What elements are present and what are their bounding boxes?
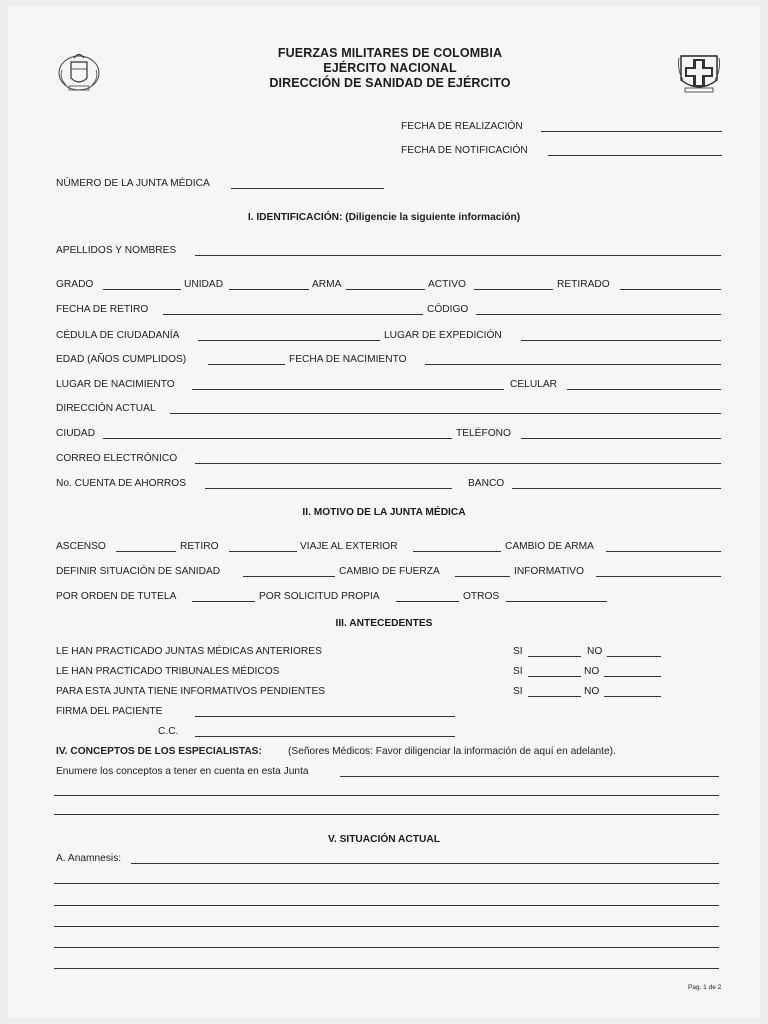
- lugar-expedicion-label: LUGAR DE EXPEDICIÓN: [384, 330, 502, 341]
- telefono-label: TELÉFONO: [456, 428, 511, 439]
- viaje-field[interactable]: [413, 541, 501, 552]
- informativo-label: INFORMATIVO: [514, 566, 584, 577]
- si-label: SI: [513, 666, 523, 677]
- page-number: Pag. 1 de 2: [688, 984, 722, 991]
- fecha-realizacion-field[interactable]: [541, 121, 722, 132]
- lugar-expedicion-field[interactable]: [521, 330, 721, 341]
- edad-label: EDAD (AÑOS CUMPLIDOS): [56, 354, 187, 365]
- no-label: NO: [587, 646, 603, 657]
- apellidos-label: APELLIDOS Y NOMBRES: [56, 245, 177, 256]
- activo-label: ACTIVO: [428, 279, 466, 290]
- cc-label: C.C.: [158, 726, 179, 737]
- cambio-fuerza-label: CAMBIO DE FUERZA: [339, 566, 440, 577]
- ciudad-field[interactable]: [103, 428, 452, 439]
- anamnesis-line-4[interactable]: [54, 916, 719, 927]
- antecedente-informativos-label: PARA ESTA JUNTA TIENE INFORMATIVOS PENDIENTES: [56, 686, 326, 697]
- antecedente-juntas-no-field[interactable]: [607, 646, 661, 657]
- celular-field[interactable]: [567, 379, 721, 390]
- antecedente-tribunales-label: LE HAN PRACTICADO TRIBUNALES MÉDICOS: [56, 666, 280, 677]
- lugar-nacimiento-field[interactable]: [192, 379, 504, 390]
- firma-field[interactable]: [195, 706, 455, 717]
- no-label: NO: [584, 686, 600, 697]
- cc-field[interactable]: [195, 726, 455, 737]
- ascenso-label: ASCENSO: [56, 541, 106, 552]
- fecha-notificacion-field[interactable]: [548, 145, 722, 156]
- edad-field[interactable]: [208, 354, 285, 365]
- definir-field[interactable]: [243, 566, 335, 577]
- anamnesis-line-3[interactable]: [54, 895, 719, 906]
- firma-label: FIRMA DEL PACIENTE: [56, 706, 163, 717]
- fecha-nacimiento-label: FECHA DE NACIMIENTO: [289, 354, 407, 365]
- telefono-field[interactable]: [521, 428, 721, 439]
- antecedente-informativos-no-field[interactable]: [604, 686, 661, 697]
- apellidos-field[interactable]: [195, 245, 721, 256]
- arma-label: ARMA: [312, 279, 342, 290]
- activo-field[interactable]: [474, 279, 553, 290]
- solicitud-field[interactable]: [396, 591, 459, 602]
- section2-title: II. MOTIVO DE LA JUNTA MÉDICA: [302, 507, 466, 518]
- section4-note: (Señores Médicos: Favor diligenciar la información de aquí en adelante).: [288, 746, 616, 757]
- no-label: NO: [584, 666, 600, 677]
- informativo-field[interactable]: [596, 566, 721, 577]
- anamnesis-line-2[interactable]: [54, 873, 719, 884]
- fecha-realizacion-label: FECHA DE REALIZACIÓN: [401, 121, 523, 132]
- header-line2: EJÉRCITO NACIONAL: [323, 61, 457, 75]
- antecedente-tribunales-si-field[interactable]: [528, 666, 581, 677]
- viaje-label: VIAJE AL EXTERIOR: [300, 541, 398, 552]
- correo-field[interactable]: [195, 453, 721, 464]
- cambio-arma-field[interactable]: [606, 541, 721, 552]
- otros-field[interactable]: [506, 591, 607, 602]
- definir-label: DEFINIR SITUACIÓN DE SANIDAD: [56, 566, 221, 577]
- grado-field[interactable]: [103, 279, 181, 290]
- unidad-field[interactable]: [229, 279, 309, 290]
- section3-title: III. ANTECEDENTES: [335, 618, 433, 629]
- tutela-label: POR ORDEN DE TUTELA: [56, 591, 177, 602]
- antecedente-juntas-label: LE HAN PRACTICADO JUNTAS MÉDICAS ANTERIORES: [56, 646, 322, 657]
- direccion-field[interactable]: [170, 403, 721, 414]
- cedula-label: CÉDULA DE CIUDADANÍA: [56, 330, 180, 341]
- celular-label: CELULAR: [510, 379, 557, 390]
- antecedente-tribunales-no-field[interactable]: [604, 666, 661, 677]
- retiro-label: RETIRO: [180, 541, 219, 552]
- conceptos-field[interactable]: [340, 766, 719, 777]
- tutela-field[interactable]: [192, 591, 255, 602]
- si-label: SI: [513, 686, 523, 697]
- section4-title: IV. CONCEPTOS DE LOS ESPECIALISTAS:: [56, 746, 262, 757]
- antecedente-juntas-si-field[interactable]: [528, 646, 581, 657]
- grado-label: GRADO: [56, 279, 94, 290]
- si-label: SI: [513, 646, 523, 657]
- correo-label: CORREO ELECTRÓNICO: [56, 453, 178, 464]
- numero-junta-label: NÚMERO DE LA JUNTA MÉDICA: [56, 178, 210, 189]
- retirado-label: RETIRADO: [557, 279, 610, 290]
- otros-label: OTROS: [463, 591, 500, 602]
- banco-label: BANCO: [468, 478, 505, 489]
- anamnesis-line-6[interactable]: [54, 958, 719, 969]
- header-line1: FUERZAS MILITARES DE COLOMBIA: [277, 46, 503, 60]
- cambio-arma-label: CAMBIO DE ARMA: [505, 541, 594, 552]
- conceptos-line-2[interactable]: [54, 785, 719, 796]
- unidad-label: UNIDAD: [184, 279, 224, 290]
- anamnesis-line-5[interactable]: [54, 937, 719, 948]
- enumere-label: Enumere los conceptos a tener en cuenta en esta Junta: [56, 766, 309, 777]
- cuenta-label: No. CUENTA DE AHORROS: [56, 478, 187, 489]
- arma-field[interactable]: [346, 279, 425, 290]
- conceptos-line-3[interactable]: [54, 804, 719, 815]
- antecedente-informativos-si-field[interactable]: [528, 686, 581, 697]
- sanidad-shield-icon: [677, 50, 721, 96]
- retirado-field[interactable]: [620, 279, 721, 290]
- ascenso-field[interactable]: [116, 541, 176, 552]
- fecha-notificacion-label: FECHA DE NOTIFICACIÓN: [401, 145, 528, 156]
- fecha-nacimiento-field[interactable]: [425, 354, 721, 365]
- fecha-retiro-label: FECHA DE RETIRO: [56, 304, 149, 315]
- codigo-label: CÓDIGO: [427, 304, 469, 315]
- section5-title: V. SITUACIÓN ACTUAL: [328, 834, 440, 845]
- cedula-field[interactable]: [198, 330, 380, 341]
- cuenta-field[interactable]: [205, 478, 452, 489]
- solicitud-label: POR SOLICITUD PROPIA: [259, 591, 380, 602]
- anamnesis-label: A. Anamnesis:: [56, 853, 122, 864]
- ciudad-label: CIUDAD: [56, 428, 96, 439]
- lugar-nacimiento-label: LUGAR DE NACIMIENTO: [56, 379, 175, 390]
- banco-field[interactable]: [512, 478, 721, 489]
- section1-title: I. IDENTIFICACIÓN: (Diligencie la siguiente información): [247, 212, 521, 223]
- header-line3: DIRECCIÓN DE SANIDAD DE EJÉRCITO: [269, 76, 511, 90]
- cambio-fuerza-field[interactable]: [455, 566, 510, 577]
- fecha-retiro-field[interactable]: [163, 304, 423, 315]
- numero-junta-field[interactable]: [231, 178, 384, 189]
- anamnesis-field[interactable]: [131, 853, 719, 864]
- direccion-label: DIRECCIÓN ACTUAL: [56, 403, 156, 414]
- codigo-field[interactable]: [476, 304, 721, 315]
- retiro-field[interactable]: [229, 541, 297, 552]
- army-crest-icon: [56, 48, 102, 94]
